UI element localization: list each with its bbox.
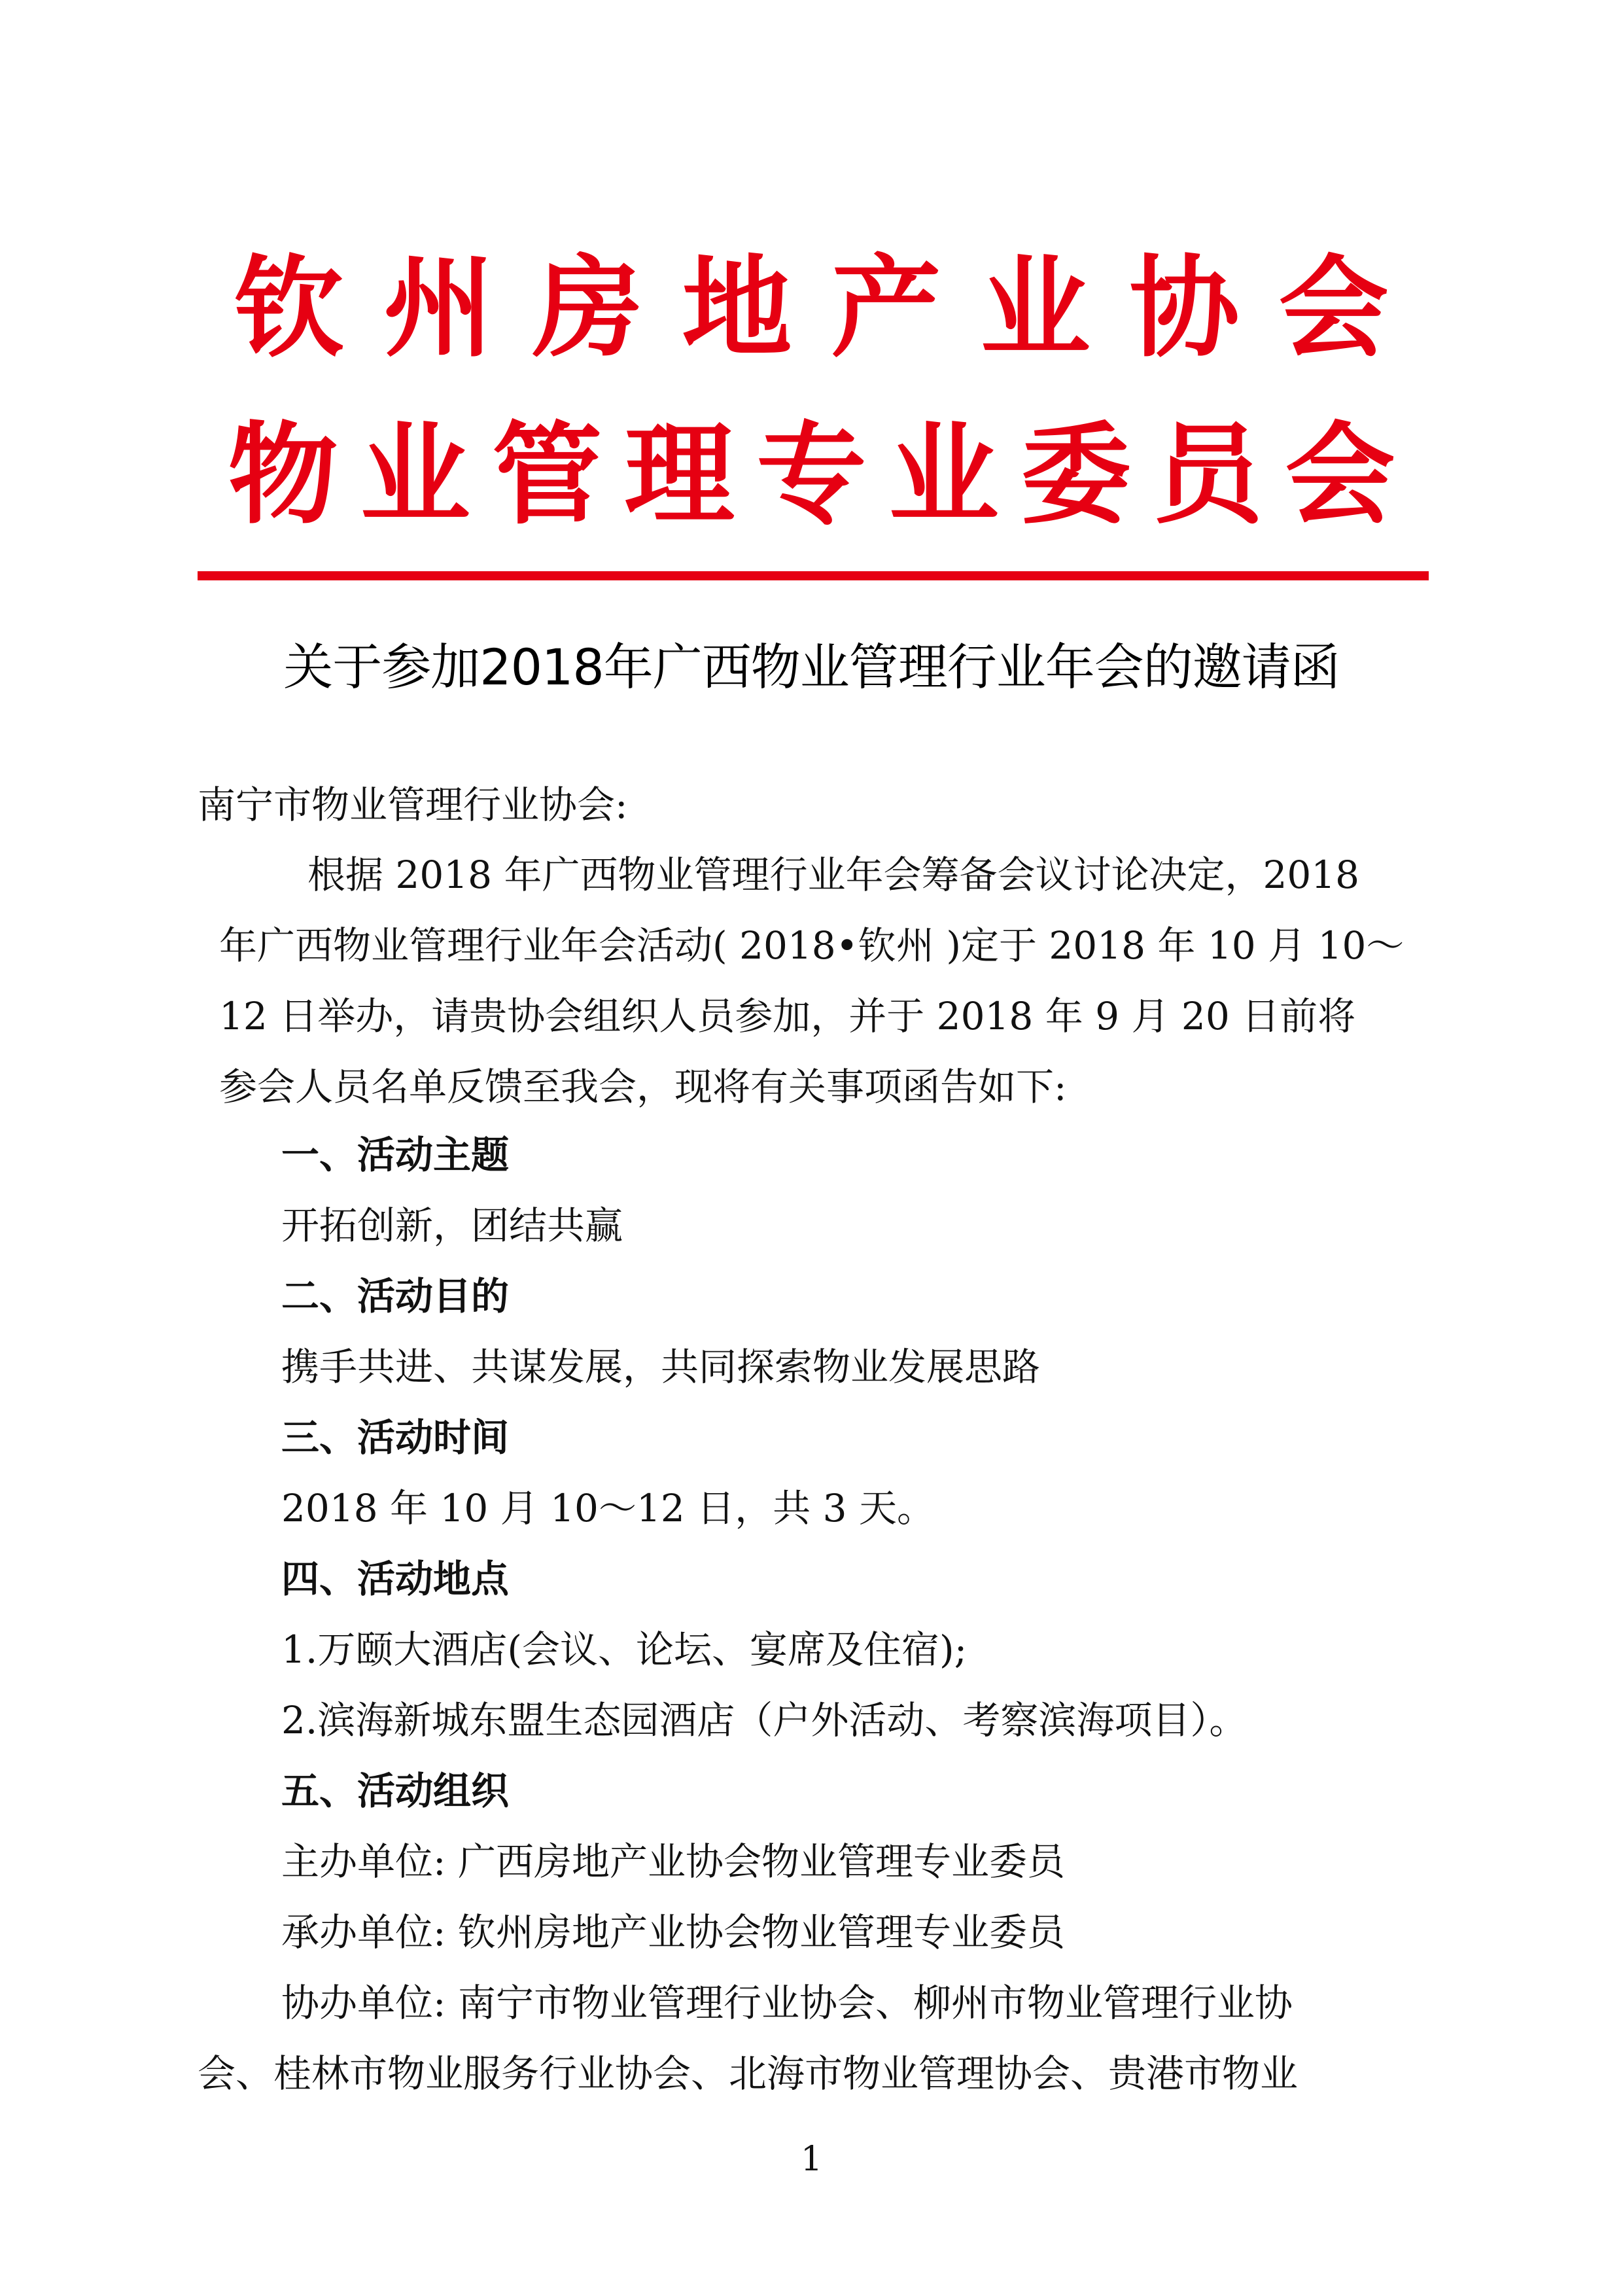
intro-line-4: 参会人员名单反馈至我会，现将有关事项函告如下:	[219, 1065, 1067, 1109]
salutation: 南宁市物业管理行业协会:	[198, 783, 628, 827]
intro-line-3: 12 日举办，请贵协会组织人员参加，并于 2018 年 9 月 20 日前将	[219, 994, 1356, 1038]
section-text-purpose: 携手共进、共谋发展，共同探索物业发展思路	[281, 1345, 1041, 1389]
section-text-venue-1: 1.万颐大酒店(会议、论坛、宴席及住宿);	[281, 1627, 968, 1672]
letterhead-line-2: 物业管理专业委员会	[228, 410, 1418, 539]
document-title: 关于参加2018年广西物业管理行业年会的邀请函	[283, 638, 1340, 696]
section-heading-time: 三、活动时间	[281, 1415, 510, 1460]
section-text-organization-1: 主办单位: 广西房地产业协会物业管理专业委员	[281, 1839, 1065, 1884]
section-heading-venue: 四、活动地点	[281, 1557, 510, 1601]
section-heading-organization: 五、活动组织	[281, 1769, 510, 1813]
section-text-organization-2: 承办单位: 钦州房地产业协会物业管理专业委员	[281, 1910, 1065, 1954]
section-text-organization-3: 协办单位: 南宁市物业管理行业协会、柳州市物业管理行业协	[281, 1981, 1293, 2025]
section-text-venue-2: 2.滨海新城东盟生态园酒店（户外活动、考察滨海项目）。	[281, 1698, 1248, 1742]
letterhead-divider	[198, 571, 1429, 580]
intro-line-2: 年广西物业管理行业年会活动( 2018•钦州 )定于 2018 年 10 月 10～	[219, 923, 1405, 968]
section-heading-purpose: 二、活动目的	[281, 1274, 510, 1318]
section-text-theme: 开拓创新，团结共赢	[281, 1203, 623, 1248]
intro-line-1: 根据 2018 年广西物业管理行业年会筹备会议讨论决定，2018	[307, 853, 1360, 897]
letterhead-line-1: 钦州房地产业协会	[234, 243, 1428, 372]
page-number: 1	[800, 2140, 823, 2179]
section-text-time: 2018 年 10 月 10～12 日，共 3 天。	[281, 1486, 935, 1530]
section-heading-theme: 一、活动主题	[281, 1133, 510, 1177]
section-text-organization-4: 会、桂林市物业服务行业协会、北海市物业管理协会、贵港市物业	[198, 2051, 1299, 2096]
